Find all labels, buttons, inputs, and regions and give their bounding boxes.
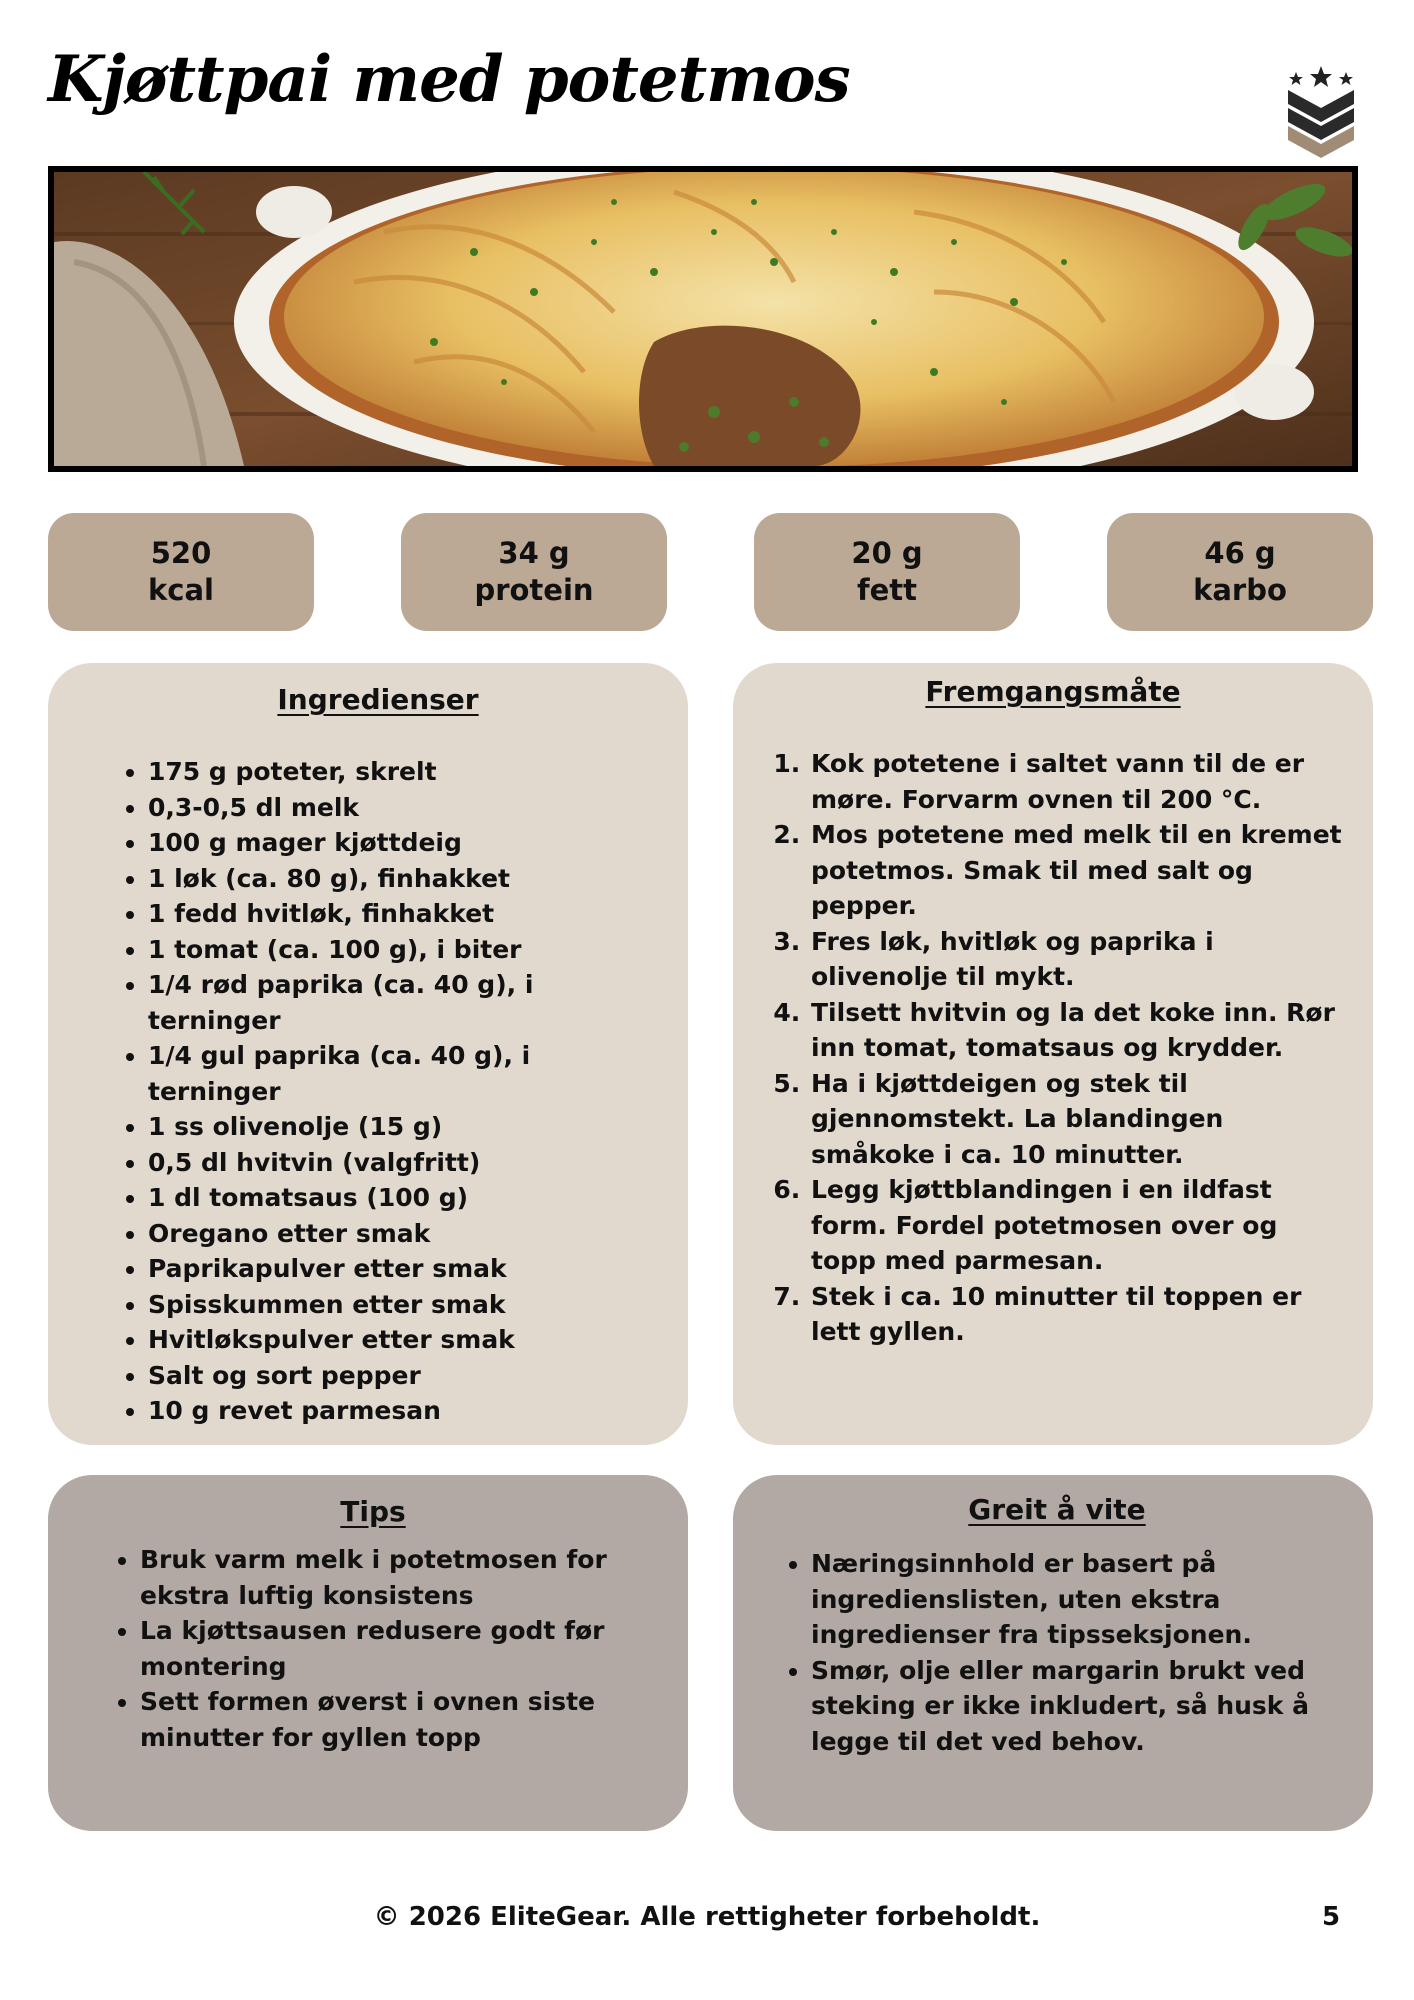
step-item: 2. Mos potetene med melk til en kremet potetmos. Smak til med salt og pepper.: [809, 817, 1343, 924]
carbs-unit: karbo: [1193, 573, 1287, 607]
list-item: • 1/4 rød paprika (ca. 40 g), i terninger: [148, 967, 658, 1038]
list-item: • 1/4 gul paprika (ca. 40 g), i terninger: [148, 1038, 658, 1109]
protein-value: 34 g: [498, 536, 570, 570]
list-item: • 100 g mager kjøttdeig: [148, 825, 658, 861]
list-item: • Oregano etter smak: [148, 1216, 658, 1252]
method-card: [733, 663, 1373, 1445]
fat-badge: [754, 513, 1020, 631]
tips-list: [88, 1542, 658, 1755]
calories-unit: kcal: [148, 573, 214, 607]
tips-heading: Tips: [340, 1495, 406, 1528]
good-to-know-heading: Greit å vite: [968, 1493, 1146, 1526]
list-item: • 175 g poteter, skrelt: [148, 754, 658, 790]
carbs-badge: [1107, 513, 1373, 631]
fat-unit: fett: [856, 573, 917, 607]
list-item: • Salt og sort pepper: [148, 1358, 658, 1394]
page-number: 5: [1322, 1902, 1341, 1932]
good-to-know-card: [733, 1475, 1373, 1831]
list-item: • La kjøttsausen redusere godt før montering: [140, 1613, 658, 1684]
list-item: • 0,5 dl hvitvin (valgfritt): [148, 1145, 658, 1181]
good-to-know-list: [763, 1546, 1351, 1759]
ingredients-heading: Ingredienser: [277, 683, 479, 716]
list-item: • 0,3-0,5 dl melk: [148, 790, 658, 826]
list-item: • Hvitløkspulver etter smak: [148, 1322, 658, 1358]
protein-unit: protein: [474, 573, 594, 607]
copyright-footer: © 2026 EliteGear. Alle rettigheter forbeholdt.: [373, 1902, 1041, 1932]
protein-badge: [401, 513, 667, 631]
list-item: • 10 g revet parmesan: [148, 1393, 658, 1429]
list-item: • Sett formen øverst i ovnen siste minutter for gyllen topp: [140, 1684, 658, 1755]
list-item: • 1 fedd hvitløk, finhakket: [148, 896, 658, 932]
list-item: • Smør, olje eller margarin brukt ved steking er ikke inkludert, så husk å legge til det ved behov.: [811, 1653, 1351, 1760]
list-item: • Paprikapulver etter smak: [148, 1251, 658, 1287]
ingredients-card: [48, 663, 688, 1445]
list-item: • Spisskummen etter smak: [148, 1287, 658, 1323]
fat-value: 20 g: [851, 536, 923, 570]
calories-value: 520: [150, 536, 212, 570]
ingredients-list: [98, 754, 658, 1429]
step-item: 4. Tilsett hvitvin og la det koke inn. Rør inn tomat, tomatsaus og krydder.: [809, 995, 1343, 1066]
list-item: • 1 løk (ca. 80 g), finhakket: [148, 861, 658, 897]
method-steps-list: [763, 746, 1343, 1350]
calories-badge: [48, 513, 314, 631]
step-item: 6. Legg kjøttblandingen i en ildfast form. Fordel potetmosen over og topp med parmesan.: [809, 1172, 1343, 1279]
method-heading: Fremgangsmåte: [925, 675, 1181, 708]
step-item: 7. Stek i ca. 10 minutter til toppen er lett gyllen.: [809, 1279, 1343, 1350]
step-item: 3. Fres løk, hvitløk og paprika i olivenolje til mykt.: [809, 924, 1343, 995]
list-item: • Bruk varm melk i potetmosen for ekstra luftig konsistens: [140, 1542, 658, 1613]
tips-card: [48, 1475, 688, 1831]
carbs-value: 46 g: [1204, 536, 1276, 570]
chevron-stars-logo-icon: [1284, 64, 1358, 164]
page-title: Kjøttpai med potetmos: [48, 42, 850, 117]
list-item: • 1 tomat (ca. 100 g), i biter: [148, 932, 658, 968]
list-item: • 1 ss olivenolje (15 g): [148, 1109, 658, 1145]
list-item: • Næringsinnhold er basert på ingredienslisten, uten ekstra ingredienser fra tipsseksjonen.: [811, 1546, 1351, 1653]
step-item: 5. Ha i kjøttdeigen og stek til gjennomstekt. La blandingen småkoke i ca. 10 minutter.: [809, 1066, 1343, 1173]
shepherds-pie-photo-icon: [48, 166, 1358, 472]
list-item: • 1 dl tomatsaus (100 g): [148, 1180, 658, 1216]
step-item: 1. Kok potetene i saltet vann til de er møre. Forvarm ovnen til 200 °C.: [809, 746, 1343, 817]
